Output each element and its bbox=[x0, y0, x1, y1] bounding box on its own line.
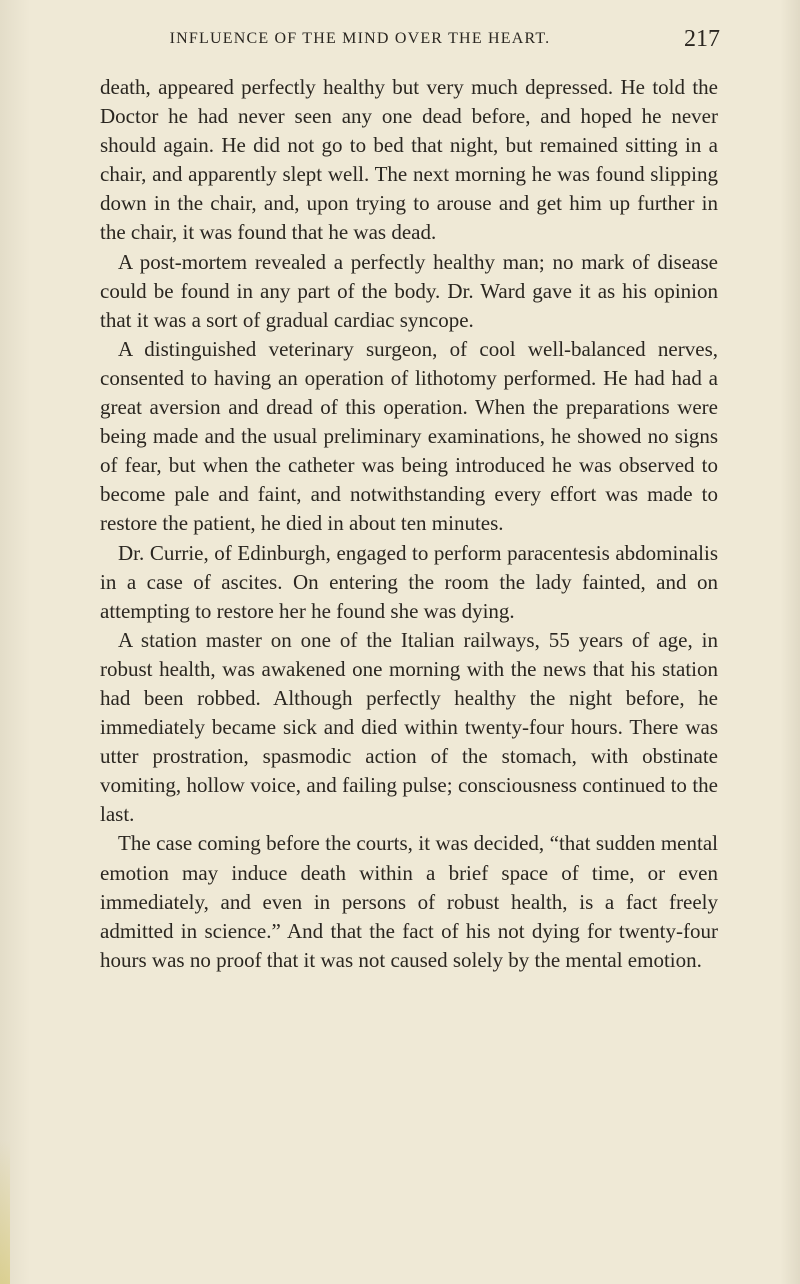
paragraph: A station master on one of the Italian railways, 55 years of age, in robust health, was awakened one morning with the news that his station had been robbed. Although perfectly healthy the night before, he immediately became sick and died within twenty-four hours. There was utter prostration, spasmodic action of the stomach, with obstinate vomiting, hollow voice, and failing pulse; consciousness continued to the last. bbox=[100, 627, 718, 827]
page-number: 217 bbox=[684, 26, 720, 52]
paragraph: Dr. Currie, of Edinburgh, engaged to perform paracentesis abdominalis in a case of ascites. On entering the room the lady fainted, and on attempting to restore her he found she was dying. bbox=[100, 540, 718, 623]
page-edge-stain bbox=[0, 1140, 10, 1284]
running-head: INFLUENCE OF THE MIND OVER THE HEART. bbox=[169, 30, 551, 47]
paragraph: The case coming before the courts, it was decided, “that sudden mental emotion may induce death within a brief space of time, or even immediately, and even in persons of robust health, is a fact freely admitted in science.” And that the fact of his not dying for twenty-four hours was no proof that it was not caused solely by the mental emotion. bbox=[100, 831, 718, 972]
paragraph: A distinguished veterinary surgeon, of cool well-balanced nerves, consented to having an operation of lithotomy performed. He had had a great aversion and dread of this operation. When the preparations were being made and the usual preliminary examinations, he showed no signs of fear, but when the catheter was being introduced he was observed to become pale and faint, and notwithstanding every effort was made to restore the patient, he died in about ten minutes. bbox=[100, 336, 718, 536]
paragraph: A post-mortem revealed a perfectly healthy man; no mark of disease could be found in any part of the body. Dr. Ward gave it as his opinion that it was a sort of gradual cardiac syncope. bbox=[100, 249, 718, 332]
body-text bbox=[100, 73, 718, 975]
paragraph: death, appeared perfectly healthy but very much depressed. He told the Doctor he had never seen any one dead before, and hoped he never should again. He did not go to bed that night, but remained sitting in a chair, and apparently slept well. The next morning he was found slipping down in the chair, and, upon trying to arouse and get him up further in the chair, it was found that he was dead. bbox=[100, 75, 718, 245]
page-header bbox=[100, 26, 720, 56]
